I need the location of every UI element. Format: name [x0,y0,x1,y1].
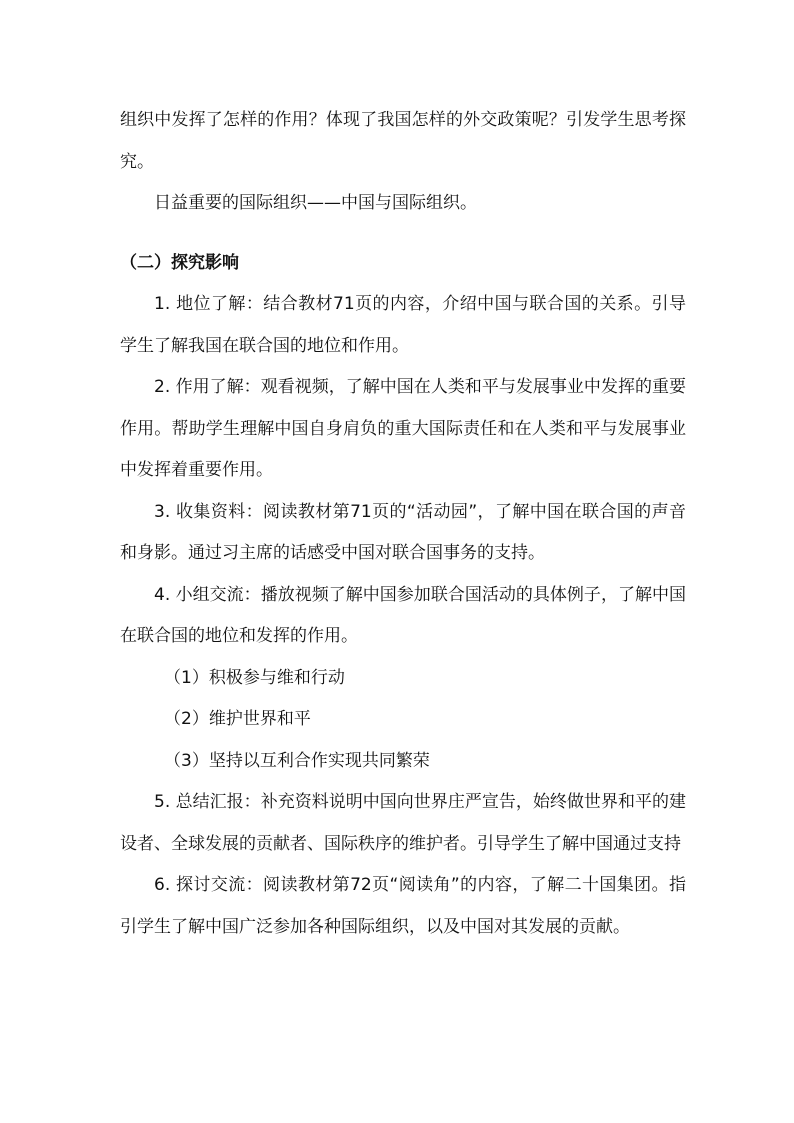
intro-paragraph: 组织中发挥了怎样的作用？体现了我国怎样的外交政策呢？引发学生思考探究。 [120,110,686,172]
sub-item-1: （1）积极参与维和行动 [164,667,345,688]
step-5-paragraph: 5. 总结汇报：补充资料说明中国向世界庄严宣告，始终做世界和平的建设者、全球发展的贡献者、国际秩序的维护者。引导学生了解中国通过支持 [120,792,686,854]
sub-item-3: （3）坚持以互利合作实现共同繁荣 [164,750,430,771]
section-heading: （二）探究影响 [120,252,239,273]
step-6-paragraph: 6. 探讨交流：阅读教材第72页“阅读角”的内容，了解二十国集团。指引学生了解中国广泛参加各种国际组织，以及中国对其发展的贡献。 [120,875,686,937]
step-1-paragraph: 1. 地位了解：结合教材71页的内容，介绍中国与联合国的关系。引导学生了解我国在联合国的地位和作用。 [120,294,686,356]
step-3-paragraph: 3. 收集资料：阅读教材第71页的“活动园”，了解中国在联合国的声音和身影。通过习主席的话感受中国对联合国事务的支持。 [120,501,686,563]
sub-item-2: （2）维护世界和平 [164,709,311,729]
topic-line: 日益重要的国际组织——中国与国际组织。 [154,193,477,213]
step-2-paragraph: 2. 作用了解：观看视频，了解中国在人类和平与发展事业中发挥的重要作用。帮助学生理解中国自身肩负的重大国际责任和在人类和平与发展事业中发挥着重要作用。 [120,377,686,480]
step-4-paragraph: 4. 小组交流：播放视频了解中国参加联合国活动的具体例子，了解中国在联合国的地位和发挥的作用。 [120,584,686,646]
